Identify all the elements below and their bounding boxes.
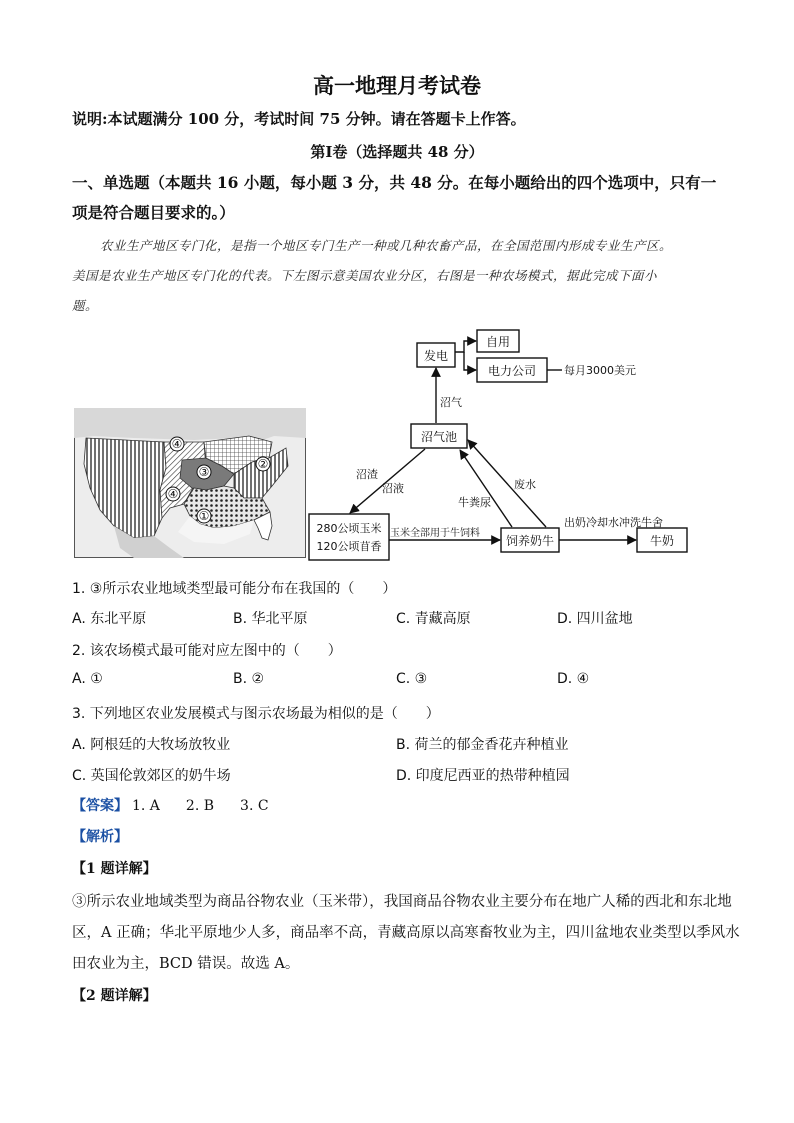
us-agriculture-map	[74, 408, 306, 558]
detail-1-line-1: ③所示农业地域类型为商品谷物农业（玉米带），我国商品谷物农业主要分布在地广人稀的西北和东北地	[72, 894, 732, 910]
farm-mode-diagram	[300, 326, 700, 562]
label-ziyong: 自用	[485, 335, 511, 349]
question-1-stem: 1. ③所示农业地域类型最可能分布在我国的（ ）	[72, 581, 397, 597]
answer-item: 1. A	[132, 798, 160, 814]
label-niufenniao: 牛粪尿	[458, 496, 491, 509]
answer-line	[72, 795, 269, 815]
label-farm-line1: 280公顷玉米	[316, 522, 382, 535]
question-3-option-d: D. 印度尼西亚的热带种植园	[396, 768, 570, 784]
question-2-option-b: B. ②	[233, 671, 265, 687]
question-1-option-b: B. 华北平原	[233, 611, 308, 627]
page-title: 高一地理月考试卷	[313, 73, 481, 98]
arrow-to-ziyong	[455, 341, 476, 352]
section-heading-line2: 项是符合题目要求的。）	[72, 203, 235, 222]
map-marker-3: ③	[198, 465, 210, 479]
label-milk: 牛奶	[649, 534, 675, 548]
label-zhaoye: 沼液	[382, 482, 404, 495]
label-cows: 饲养奶牛	[505, 534, 555, 548]
question-1-option-d: D. 四川盆地	[557, 611, 633, 627]
detail-1-line-3: 田农业为主，BCD 错误。故选 A。	[72, 956, 300, 972]
part-heading: 第Ⅰ卷（选择题共 48 分）	[310, 143, 484, 161]
question-1-option-c: C. 青藏高原	[396, 611, 471, 627]
label-zhaoqichi: 沼气池	[420, 430, 458, 444]
question-2-option-c: C. ③	[396, 671, 428, 687]
exam-note: 说明:本试题满分 100 分，考试时间 75 分钟。请在答题卡上作答。	[72, 110, 526, 128]
analysis-label: 【解析】	[72, 829, 128, 845]
question-2-option-a: A. ①	[72, 671, 103, 687]
material-line-1: 农业生产地区专门化，是指一个地区专门生产一种或几种农畜产品，在全国范围内形成专业生产区。	[100, 238, 673, 253]
question-3-option-b: B. 荷兰的郁金香花卉种植业	[396, 737, 569, 753]
map-marker-1: ①	[198, 509, 210, 523]
label-dianli: 电力公司	[487, 364, 537, 378]
label-feishui: 废水	[514, 478, 536, 491]
map-marker-4-north: ④	[171, 437, 183, 451]
question-3-stem: 3. 下列地区农业发展模式与图示农场最为相似的是（ ）	[72, 706, 440, 722]
question-2-option-d: D. ④	[557, 671, 590, 687]
arrow-zhaozha	[350, 449, 425, 513]
map-marker-4-south: ④	[167, 487, 179, 501]
arrow-niufenniao	[460, 450, 512, 527]
answer-label: 【答案】	[72, 798, 128, 814]
label-zhaoqi: 沼气	[440, 396, 462, 409]
question-2-stem: 2. 该农场模式最可能对应左图中的（ ）	[72, 643, 342, 659]
label-farm-line2: 120公顷苜香	[316, 540, 382, 553]
section-heading-line1: 一、单选题（本题共 16 小题，每小题 3 分，共 48 分。在每小题给出的四个选项中，只有一	[72, 173, 717, 192]
material-line-2: 美国是农业生产地区专门化的代表。下左图示意美国农业分区，右图是一种农场模式，据此完成下面小	[72, 268, 658, 283]
material-line-3: 题。	[72, 298, 99, 313]
label-wash: 出奶冷却水冲洗牛舍	[564, 516, 663, 529]
detail-1-heading: 【1 题详解】	[72, 861, 157, 877]
map-marker-2: ②	[257, 457, 269, 471]
question-3-option-a: A. 阿根廷的大牧场放牧业	[72, 737, 231, 753]
answer-item: 2. B	[185, 798, 215, 814]
question-3-option-c: C. 英国伦敦郊区的奶牛场	[72, 768, 231, 784]
arrow-to-dianli	[464, 352, 476, 370]
answer-item: 3. C	[240, 798, 269, 814]
detail-2-heading: 【2 题详解】	[72, 988, 157, 1004]
detail-1-line-2: 区，A 正确；华北平原地少人多，商品率不高，青藏高原以高寒畜牧业为主，四川盆地农业类型以季风水	[72, 925, 740, 941]
label-monthly: 每月3000美元	[564, 364, 636, 377]
question-1-option-a: A. 东北平原	[72, 611, 147, 627]
box-farm	[309, 514, 389, 560]
label-zhaozha: 沼渣	[356, 468, 378, 481]
label-fadian: 发电	[423, 349, 449, 363]
label-feed: 玉米全部用于牛饲料	[390, 528, 480, 539]
